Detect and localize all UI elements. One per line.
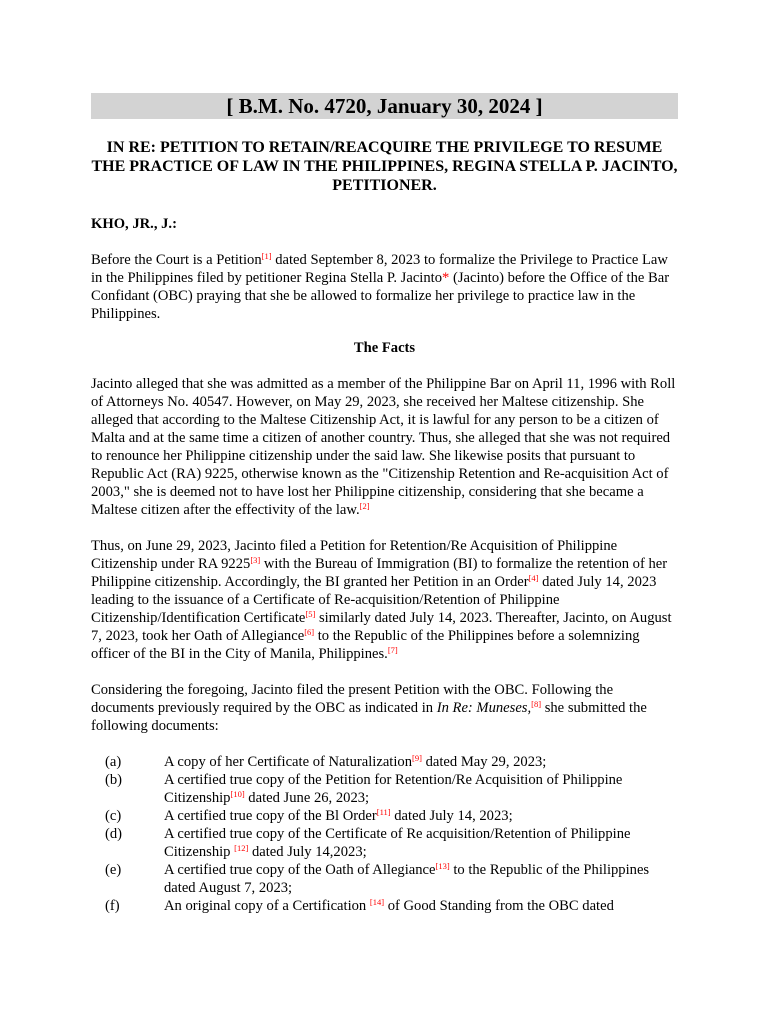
- list-item: [91, 897, 678, 915]
- facts-paragraph-2: [91, 537, 678, 663]
- facts-paragraph-3: [91, 681, 678, 735]
- text-span: A certified true copy of the Petition for Retention/Re Acquisition of Philippine Citizenship: [164, 772, 623, 806]
- footnote-link[interactable]: [4]: [528, 573, 539, 583]
- text-span: Thus, on June 29, 2023, Jacinto filed a Petition for Retention/Re Acquisition of Philippine Citizenship under RA 9225: [91, 538, 618, 572]
- text-span: Before the Court is a Petition: [91, 252, 262, 268]
- case-number-header: [ B.M. No. 4720, January 30, 2024 ]: [91, 93, 678, 119]
- text-span: A copy of her Certificate of Naturalization: [164, 754, 412, 770]
- text-span: to the Republic of the Philippines before a solemnizing officer of the BI in the City of Manila, Philippines.: [91, 628, 640, 662]
- decision-document: [91, 93, 678, 915]
- footnote-link[interactable]: [9]: [412, 753, 422, 763]
- footnote-link[interactable]: [1]: [261, 251, 272, 261]
- text-span: (Jacinto) before the Office of the Bar Confidant (OBC) praying that she be allowed to formalize her privilege to practice law in the Philippines.: [91, 270, 670, 322]
- footnote-link[interactable]: [6]: [304, 627, 315, 637]
- case-citation: In Re: Muneses,: [436, 700, 532, 716]
- text-span: to the Republic of the Philippines dated August 7, 2023;: [164, 862, 650, 896]
- text-span: Considering the foregoing, Jacinto filed the present Petition with the OBC. Following the documents previously required by the OBC as indicated in: [91, 682, 614, 716]
- text-span: An original copy of a Certification: [164, 898, 370, 914]
- footnote-link[interactable]: [5]: [305, 609, 316, 619]
- text-span: A certified true copy of the Certificate of Re acquisition/Retention of Philippine Citizenship: [164, 826, 631, 860]
- list-item-text: [164, 861, 678, 897]
- text-span: of Good Standing from the OBC dated: [384, 898, 614, 914]
- list-item-label: (f): [105, 898, 120, 914]
- text-span: dated May 29, 2023;: [421, 754, 547, 770]
- footnote-link[interactable]: [12]: [234, 843, 249, 853]
- footnote-link[interactable]: [11]: [376, 807, 391, 817]
- case-title: IN RE: PETITION TO RETAIN/REACQUIRE THE PRIVILEGE TO RESUME THE PRACTICE OF LAW IN THE PHILIPPINES, REGINA STELLA P. JACINTO, PETITIONER.: [91, 139, 678, 194]
- text-span: A certified true copy of the Bl Order: [164, 808, 377, 824]
- list-item-text: [164, 753, 678, 771]
- list-item: [91, 771, 678, 807]
- list-item-text: [164, 807, 678, 825]
- footnote-link[interactable]: [13]: [435, 861, 450, 871]
- list-item-label: (e): [105, 862, 122, 878]
- footnote-link[interactable]: [7]: [387, 645, 398, 655]
- asterisk-footnote[interactable]: *: [442, 270, 450, 286]
- list-item-label: (d): [105, 826, 123, 842]
- footnote-link[interactable]: [3]: [250, 555, 261, 565]
- list-item: [91, 753, 678, 771]
- text-span: dated September 8, 2023 to formalize the Privilege to Practice Law in the Philippines filed by petitioner Regina Stella P. Jacinto: [91, 252, 668, 286]
- footnote-link[interactable]: [2]: [359, 501, 370, 511]
- text-span: dated June 26, 2023;: [244, 790, 370, 806]
- list-item: [91, 861, 678, 897]
- text-span: similarly dated July 14, 2023. Thereafter, Jacinto, on August 7, 2023, took her Oath of Allegiance: [91, 610, 672, 644]
- list-item-label: (a): [105, 754, 122, 770]
- text-span: dated July 14, 2023;: [390, 808, 513, 824]
- text-span: she submitted the following documents:: [91, 700, 647, 734]
- submitted-documents-list: [91, 753, 678, 915]
- list-item-text: [164, 897, 678, 915]
- text-span: dated July 14, 2023 leading to the issuance of a Certificate of Re-acquisition/Retention of Philippine Citizenship/Identification Certificate: [91, 574, 657, 626]
- text-span: A certified true copy of the Oath of Allegiance: [164, 862, 436, 878]
- list-item-text: [164, 771, 678, 807]
- text-span: with the Bureau of Immigration (BI) to formalize the retention of her Philippine citizenship. Accordingly, the BI granted her Petition in an Order: [91, 556, 668, 590]
- ponente: KHO, JR., J.:: [91, 216, 177, 232]
- list-item-label: (c): [105, 808, 122, 824]
- footnote-link[interactable]: [8]: [531, 699, 542, 709]
- footnote-link[interactable]: [10]: [230, 789, 245, 799]
- facts-paragraph-1: [91, 375, 678, 519]
- list-item-text: [164, 825, 678, 861]
- text-span: Jacinto alleged that she was admitted as a member of the Philippine Bar on April 11, 1996 with Roll of Attorneys No. 40547. However, on May 29, 2023, she received her Maltese citizenship. She alleged that according to the Maltese Citizenship Act, it is lawful for any person to be a citizen of Malta and at the same time a citizen of another country. Thus, she alleged that she was not required to renounce her Philippine citizenship under the said law. She likewise posits that pursuant to Republic Act (RA) 9225, otherwise known as the "Citizenship Retention and Re-acquisition Act of 2003," she is deemed not to have lost her Philippine citizenship, considering that she became a Maltese citizen after the effectivity of the law.: [91, 376, 676, 518]
- section-heading-facts: The Facts: [353, 340, 416, 356]
- footnote-link[interactable]: [14]: [369, 897, 385, 907]
- intro-paragraph: [91, 251, 678, 323]
- text-span: dated July 14,2023;: [248, 844, 367, 860]
- list-item: [91, 807, 678, 825]
- list-item-label: (b): [105, 772, 123, 788]
- list-item: [91, 825, 678, 861]
